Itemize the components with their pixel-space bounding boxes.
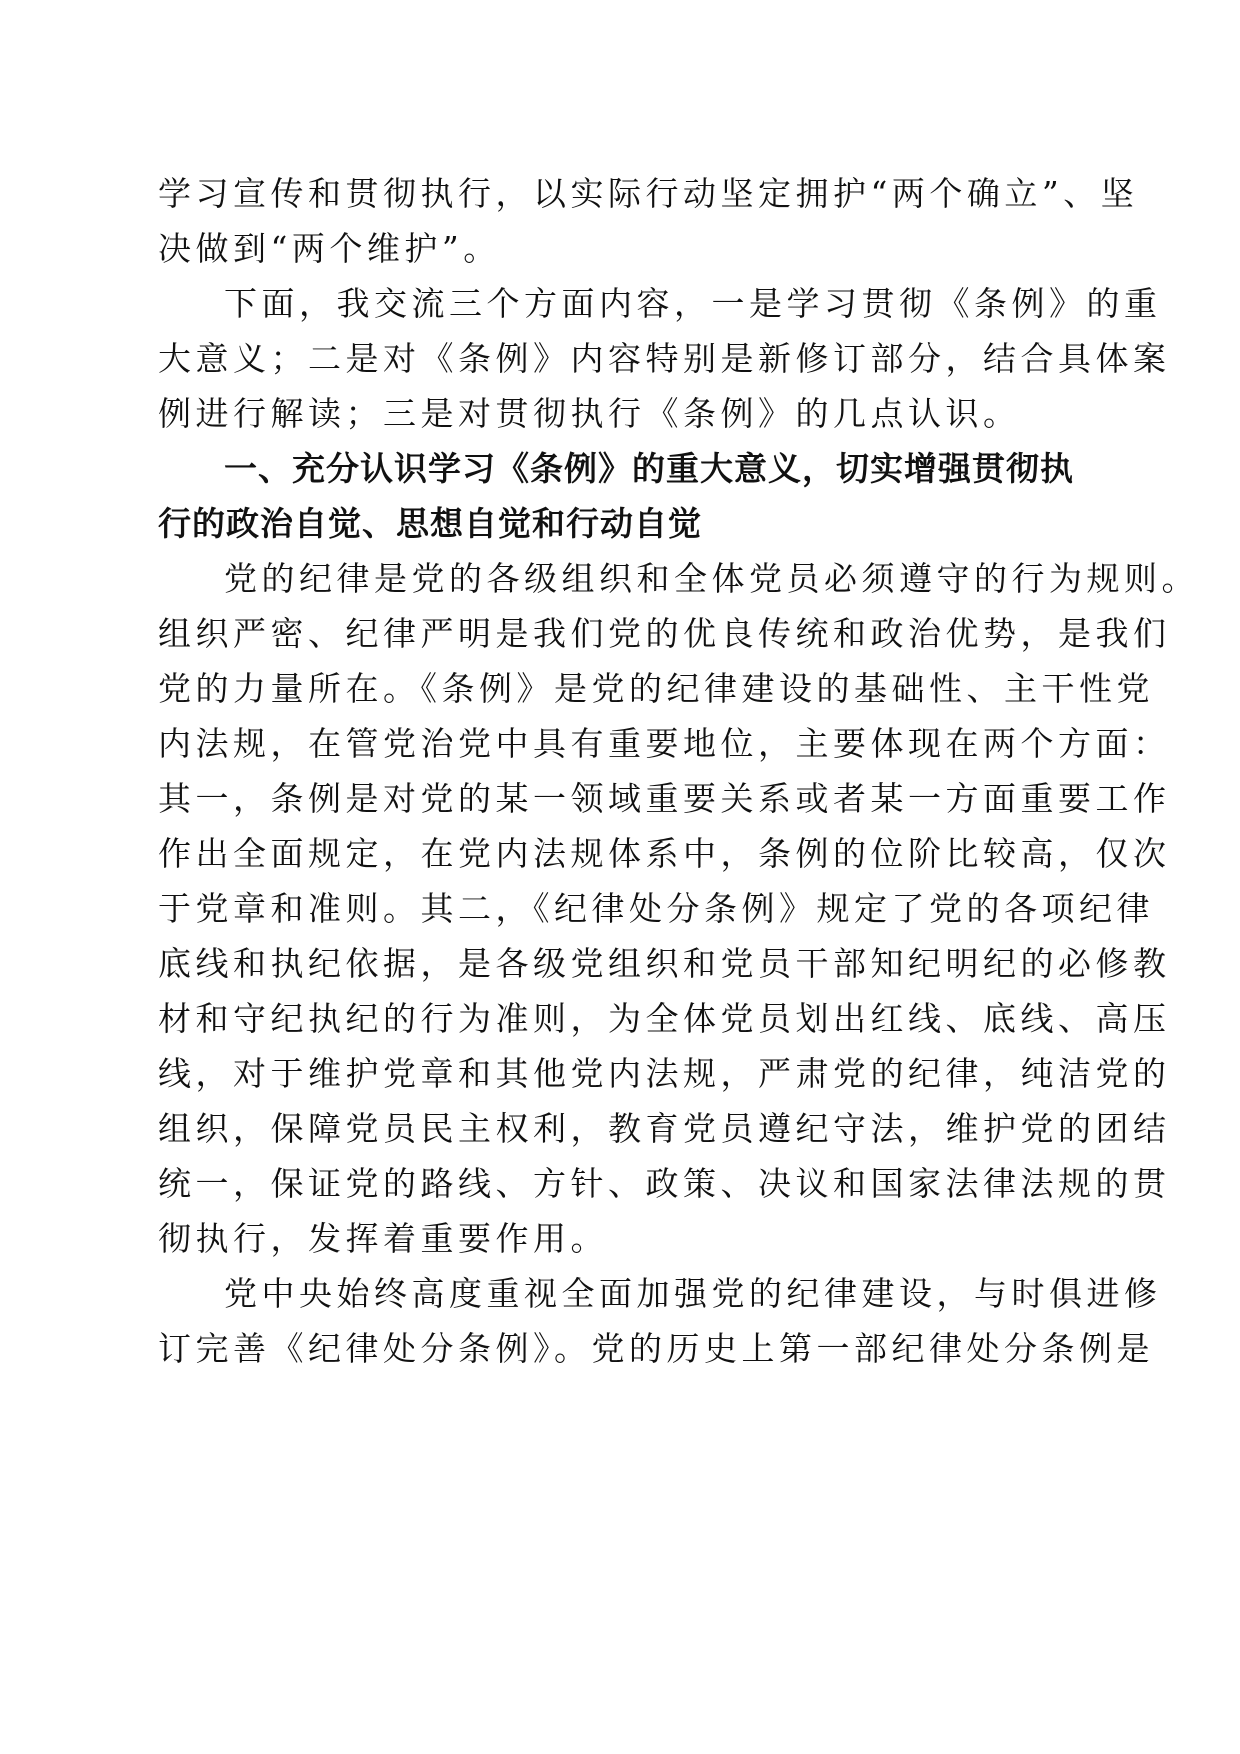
- text-line: 作出全面规定，在党内法规体系中，条例的位阶比较高，仅次: [158, 834, 1171, 873]
- paragraph-first-line: 下面，我交流三个方面内容，一是学习贯彻《条例》的重: [224, 284, 1162, 323]
- text-line: 统一，保证党的路线、方针、政策、决议和国家法律法规的贯: [158, 1164, 1171, 1203]
- text-line: 彻执行，发挥着重要作用。: [158, 1219, 608, 1258]
- text-line: 大意义；二是对《条例》内容特别是新修订部分，结合具体案: [158, 339, 1171, 378]
- text-line: 组织严密、纪律严明是我们党的优良传统和政治优势，是我们: [158, 614, 1171, 653]
- text-line: 党的力量所在。《条例》是党的纪律建设的基础性、主干性党: [158, 669, 1154, 708]
- text-line: 底线和执纪依据，是各级党组织和党员干部知纪明纪的必修教: [158, 944, 1171, 983]
- text-line: 例进行解读；三是对贯彻执行《条例》的几点认识。: [158, 394, 1021, 433]
- text-line: 其一，条例是对党的某一领域重要关系或者某一方面重要工作: [158, 779, 1171, 818]
- text-line: 内法规，在管党治党中具有重要地位，主要体现在两个方面：: [158, 724, 1171, 763]
- text-line: 于党章和准则。其二，《纪律处分条例》规定了党的各项纪律: [158, 889, 1154, 928]
- paragraph-first-line: 党的纪律是党的各级组织和全体党员必须遵守的行为规则。: [224, 559, 1199, 598]
- section-heading-cont: 行的政治自觉、思想自觉和行动自觉: [158, 504, 702, 543]
- section-heading: 一、充分认识学习《条例》的重大意义，切实增强贯彻执: [224, 449, 1074, 488]
- text-line: 订完善《纪律处分条例》。党的历史上第一部纪律处分条例是: [158, 1329, 1154, 1368]
- text-line: 学习宣传和贯彻执行，以实际行动坚定拥护“两个确立”、坚: [158, 174, 1139, 213]
- text-line: 线，对于维护党章和其他党内法规，严肃党的纪律，纯洁党的: [158, 1054, 1171, 1093]
- text-line: 组织，保障党员民主权利，教育党员遵纪守法，维护党的团结: [158, 1109, 1171, 1148]
- paragraph-first-line: 党中央始终高度重视全面加强党的纪律建设，与时俱进修: [224, 1274, 1162, 1313]
- text-line: 材和守纪执纪的行为准则，为全体党员划出红线、底线、高压: [158, 999, 1171, 1038]
- text-line: 决做到“两个维护”。: [158, 229, 501, 268]
